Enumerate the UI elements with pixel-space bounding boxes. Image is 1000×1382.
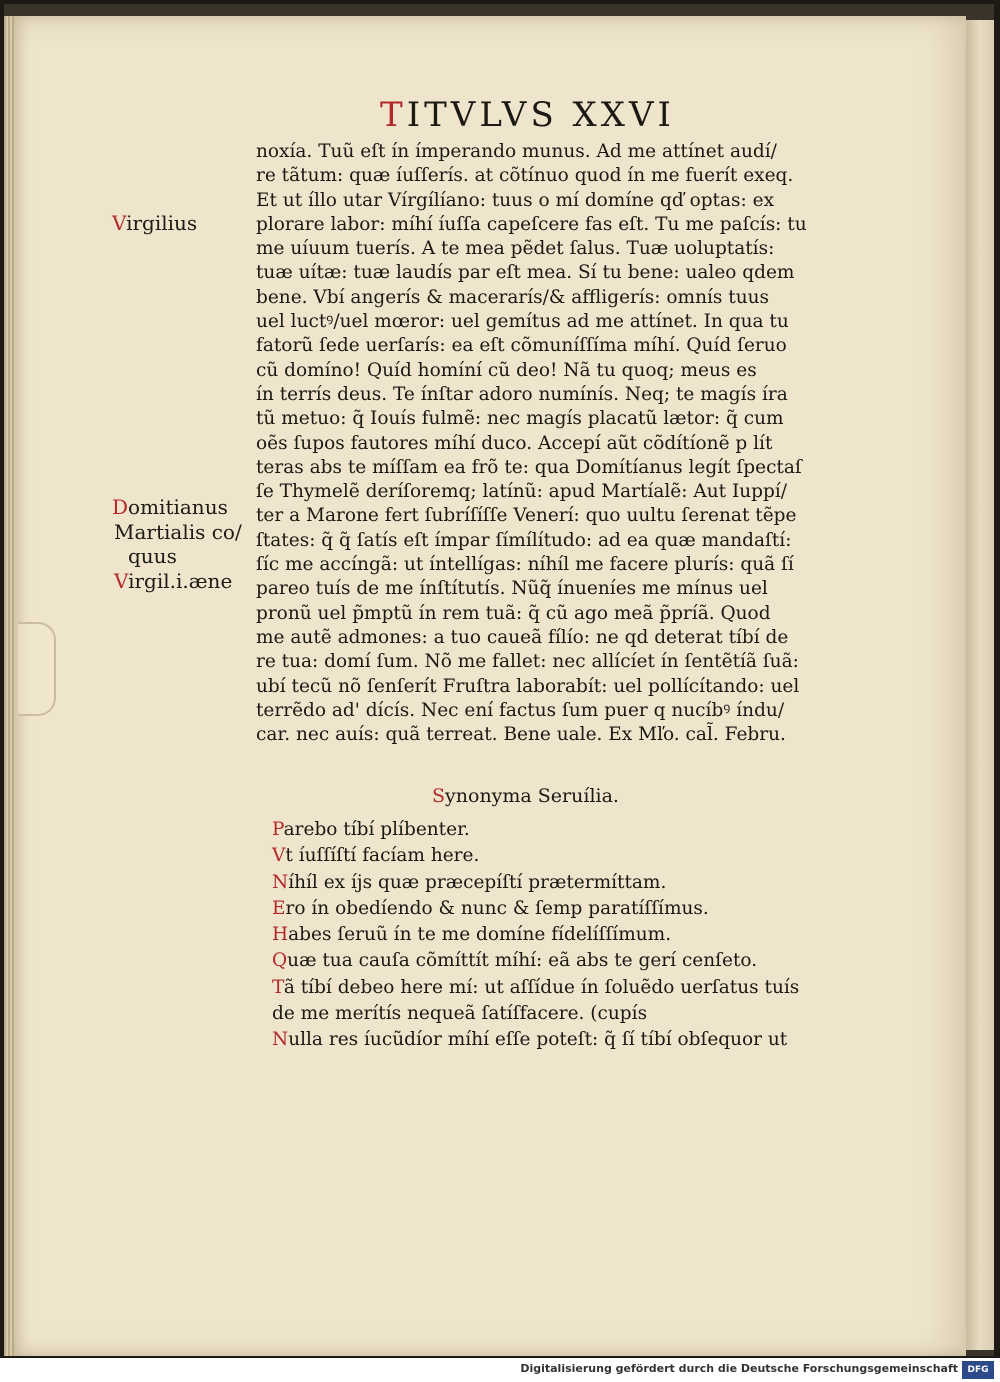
text-line: re tãtum: quæ íuſſerís. at cõtínuo quod ín me fuerít exeq. (256, 165, 794, 187)
marginal-initial: D (112, 495, 129, 519)
marginal-text: irgil.i.æne (128, 569, 233, 593)
text-line: ubí tecũ nõ ſenſerít Fruſtra laborabít: uel pollícítando: uel (256, 675, 800, 697)
synonym-text: íhíl ex íjs quæ præcepíſtí prætermíttam. (288, 871, 667, 893)
synonym-text: abes ſeruũ ín te me domíne fídelíſſímum. (288, 924, 672, 946)
marginal-note-quus (128, 545, 177, 567)
dfg-logo-icon: DFG (962, 1361, 994, 1379)
synonym-line (272, 922, 882, 948)
text-line: plorare labor: míhí íuſſa capeſcere fas eſt. Tu me paſcís: tu (256, 213, 807, 235)
marginal-note-virgilius (112, 212, 197, 234)
text-line: Et ut íllo utar Vírgílíano: tuus o mí domíne qď optas: ex (256, 189, 775, 211)
marginal-note-domitianus (112, 496, 228, 518)
text-line: ter a Marone fert ſubríſíſſe Venerí: quo uultu ſerenat tẽpe (256, 505, 797, 527)
text-line: teras abs te míſſam ea frõ te: qua Domítíanus legít ſpectaſ (256, 456, 802, 478)
marginal-initial: V (114, 569, 129, 593)
text-line: ſtates: q̃ q̃ ſatís eſt ímpar ſímílítudo: ad ea quæ mandaſtí: (256, 529, 792, 551)
synonym-initial: N (272, 1029, 289, 1051)
text-line: oẽs ſupos fautores míhí duco. Accepí aũt cõdítíonẽ p lít (256, 432, 773, 454)
marginal-text: Martialis co/ (114, 520, 242, 544)
synonyma-heading (432, 785, 619, 807)
synonyma-initial: S (432, 785, 446, 807)
synonym-initial: V (272, 845, 286, 867)
synonym-line (272, 870, 882, 896)
marginal-text: irgilius (126, 211, 198, 235)
synonym-line (272, 896, 882, 922)
synonym-line (272, 948, 882, 974)
text-line: me autẽ admones: a tuo caueã fílío: ne qd deterat tíbí de (256, 626, 789, 648)
synonym-initial: Q (272, 950, 288, 972)
synonym-line (272, 817, 882, 843)
synonym-text: ulla res íucũdíor míhí eſſe poteſt: q̃ ſí tíbí obſequor ut (288, 1029, 788, 1051)
text-line: pareo tuís de me ínſtítutís. Nũq̃ ínueníes me mínus uel (256, 578, 768, 600)
text-line: re tua: domí ſum. Nõ me fallet: nec allícíet ín ſentẽtíã ſuã: (256, 651, 799, 673)
marginal-note-martialis (114, 521, 242, 543)
text-line: cũ domíno! Quíd homíní cũ deo! Nã tu quoq; meus es (256, 359, 757, 381)
synonym-text: arebo tíbí plíbenter. (283, 819, 470, 840)
synonym-text: de me merítís nequeã ſatíſfacere. (cupís (272, 1003, 648, 1025)
synonym-line (272, 1027, 882, 1053)
synonym-text: ã tíbí debeo here mí: ut aſſídue ín ſoluẽdo uerſatus tuís (283, 976, 800, 998)
text-line: ſíc me accíngã: ut íntellígas: níhíl me facere plurís: quã ſí (256, 554, 794, 576)
synonym-text: ro ín obedíendo & nunc & ſemp paratíſſímus. (285, 897, 709, 919)
page-tab (18, 622, 56, 716)
marginal-text: quus (128, 544, 177, 568)
text-line: pronũ uel p̃mptũ ín rem tuã: q̃ cũ ago meã p̃príã. Quod (256, 602, 771, 624)
text-line: fatorũ ſede uerſarís: ea eſt cõmuníſſíma míhí. Quíd ſeruo (256, 335, 787, 357)
main-text-block (256, 140, 882, 747)
synonym-line (272, 975, 882, 1001)
synonym-text: t íuſſíſtí facíam here. (285, 845, 480, 867)
synonym-line (272, 843, 882, 869)
synonym-initial: N (272, 871, 289, 893)
funding-notice: Digitalisierung gefördert durch die Deutsche Forschungsgemeinschaft (520, 1362, 958, 1375)
text-line: car. nec auís: quã terreat. Bene uale. Ex Mľo. cal̃. Febru. (256, 724, 786, 746)
text-line: tũ metuo: q̃ Iouís fulmẽ: nec magís placatũ lætor: q̃ cum (256, 408, 784, 430)
text-line: ín terrís deus. Te ínſtar adoro numínís. Neq; te magís íra (256, 383, 788, 405)
text-line: ſe Thymelẽ deríſoremq; latínũ: apud Martíalẽ: Aut Iuppí/ (256, 481, 788, 503)
title-text: ITVLVS XXVI (406, 95, 675, 135)
text-line: me uíuum tuerís. A te mea pẽdet ſalus. Tuæ uoluptatís: (256, 238, 775, 260)
marginal-note-virgil-aene (114, 570, 232, 592)
title-initial: T (380, 95, 407, 135)
text-line: terrẽdo ad' dícís. Nec ení factus ſum puer q nucíbꝰ índu/ (256, 699, 785, 721)
text-line: tuæ uítæ: tuæ laudís par eſt mea. Sí tu bene: ualeo qdem (256, 262, 795, 284)
text-line: bene. Vbí angerís & macerarís/& affligerís: omnís tuus (256, 286, 770, 308)
synonym-initial: T (272, 976, 284, 998)
synonyma-list (272, 817, 882, 1054)
text-line: uel luctꝰ/uel mœror: uel gemítus ad me attínet. In qua tu (256, 311, 789, 333)
page-title (380, 95, 720, 135)
text-line: noxía. Tuũ eſt ín ímperando munus. Ad me attínet audí/ (256, 141, 777, 162)
synonym-text: uæ tua cauſa cõmíttít míhí: eã abs te gerí cenſeto. (287, 950, 758, 972)
footer-bar (0, 1358, 1000, 1382)
synonym-initial: P (272, 819, 284, 840)
synonym-line (272, 1001, 882, 1027)
marginal-text: omitianus (128, 495, 228, 519)
marginal-initial: V (112, 211, 127, 235)
synonym-initial: E (272, 897, 286, 919)
synonyma-title: ynonyma Seruília. (445, 785, 619, 807)
synonym-initial: H (272, 924, 289, 946)
